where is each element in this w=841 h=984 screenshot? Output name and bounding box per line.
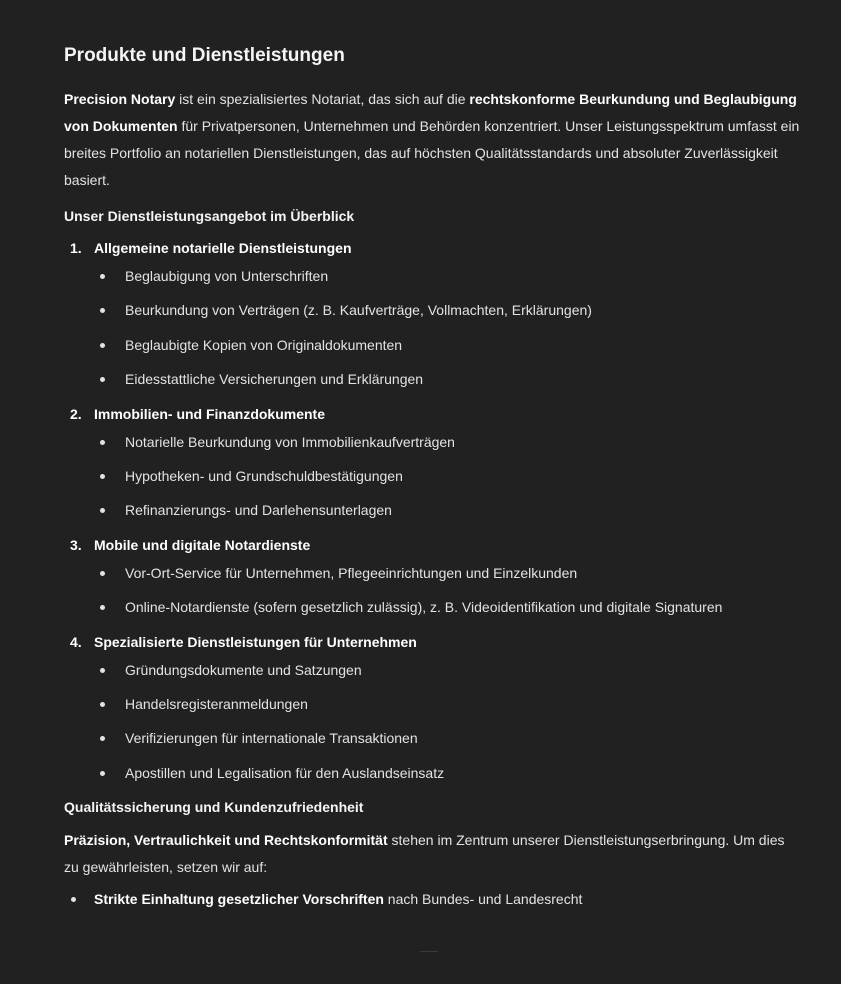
page-title: Produkte und Dienstleistungen	[64, 45, 345, 66]
quality-bullet-emphasis: Strikte Einhaltung gesetzlicher Vorschriften	[94, 891, 384, 908]
list-item-text: Apostillen und Legalisation für den Auslandseinsatz	[125, 764, 445, 781]
bullet-icon	[100, 571, 105, 576]
quality-bullet-text: nach Bundes- und Landesrecht	[383, 891, 583, 908]
section-title-text: Allgemeine notarielle Dienstleistungen	[94, 240, 352, 256]
list-item-text: Online-Notardienste (sofern gesetzlich zulässig), z. B. Videoidentifikation und digitale Signaturen	[125, 599, 723, 616]
quality-heading: Qualitätssicherung und Kundenzufriedenheit	[64, 799, 364, 816]
list-item	[64, 432, 801, 452]
list-item	[64, 500, 801, 520]
quality-paragraph	[64, 827, 801, 881]
list-item	[64, 694, 801, 714]
list-item-text: Refinanzierungs- und Darlehensunterlagen	[125, 502, 392, 519]
section-title	[64, 404, 801, 424]
bullet-icon	[100, 736, 105, 741]
list-item	[64, 466, 801, 486]
quality-list	[64, 889, 801, 909]
list-item	[64, 300, 801, 320]
list-item-text: Beurkundung von Verträgen (z. B. Kaufverträge, Vollmachten, Erklärungen)	[125, 302, 592, 319]
list-item-text: Eidesstattliche Versicherungen und Erklärungen	[125, 371, 424, 388]
bullet-icon	[100, 308, 105, 313]
bullet-icon	[100, 377, 105, 382]
list-item	[64, 763, 801, 783]
service-section	[64, 535, 801, 617]
list-item	[64, 660, 801, 680]
list-item-text: Vor-Ort-Service für Unternehmen, Pflegeeinrichtungen und Einzelkunden	[125, 564, 578, 581]
list-item	[64, 266, 801, 286]
list-item	[64, 563, 801, 583]
bullet-icon	[100, 343, 105, 348]
bullet-icon	[100, 668, 105, 673]
section-items	[64, 660, 801, 783]
bullet-icon	[100, 771, 105, 776]
list-item-text: Verifizierungen für internationale Transaktionen	[125, 730, 418, 747]
section-items	[64, 266, 801, 389]
service-section	[64, 632, 801, 783]
section-items	[64, 432, 801, 521]
overview-heading: Unser Dienstleistungsangebot im Überblick	[64, 208, 355, 224]
brand-name: Precision Notary	[64, 91, 176, 107]
list-item-text: Beglaubigte Kopien von Originaldokumenten	[125, 336, 403, 353]
intro-paragraph	[64, 86, 801, 194]
list-item	[64, 335, 801, 355]
section-title-text: Spezialisierte Dienstleistungen für Unternehmen	[94, 633, 417, 650]
bullet-icon	[100, 274, 105, 279]
section-title	[64, 535, 801, 555]
list-item-text: Hypotheken- und Grundschuldbestätigungen	[125, 467, 403, 484]
bullet-icon	[100, 508, 105, 513]
bullet-icon	[100, 605, 105, 610]
section-number: 2.	[70, 405, 82, 422]
intro-text-1: ist ein spezialisiertes Notariat, das sich auf die	[175, 91, 470, 107]
intro-emphasis: rechtskonforme Beurkundung und Beglaubigung von Dokumenten	[64, 91, 797, 134]
service-section	[64, 238, 801, 389]
scroll-fade-divider	[420, 951, 438, 952]
section-title	[64, 238, 801, 258]
list-item	[64, 889, 801, 909]
list-item-text: Gründungsdokumente und Satzungen	[125, 661, 362, 678]
section-number: 1.	[70, 240, 82, 256]
list-item-text: Handelsregisteranmeldungen	[125, 695, 308, 712]
list-item-text: Beglaubigung von Unterschriften	[125, 268, 329, 284]
bullet-icon	[100, 702, 105, 707]
section-items	[64, 563, 801, 617]
intro-text-2: für Privatpersonen, Unternehmen und Behörden konzentriert. Unser Leistungsspektrum umfasst ein breites Portfolio an notariellen Dienstleistungen, das auf höchsten Qualitätsstandards und absoluter Zuverlässigkeit basiert.	[64, 118, 800, 188]
section-number: 3.	[70, 536, 82, 553]
services-list	[64, 238, 801, 783]
section-title-text: Immobilien- und Finanzdokumente	[94, 405, 325, 422]
list-item	[64, 597, 801, 617]
section-number: 4.	[70, 633, 82, 650]
quality-text: stehen im Zentrum unserer Dienstleistungserbringung. Um dies zu gewährleisten, setzen wir auf:	[64, 832, 785, 876]
list-item	[64, 728, 801, 748]
bullet-icon	[100, 440, 105, 445]
bullet-icon	[100, 474, 105, 479]
bullet-icon	[71, 897, 76, 902]
list-item	[64, 369, 801, 389]
service-section	[64, 404, 801, 521]
section-title-text: Mobile und digitale Notardienste	[94, 536, 311, 553]
quality-emphasis: Präzision, Vertraulichkeit und Rechtskonformität	[64, 832, 388, 849]
section-title	[64, 632, 801, 652]
list-item-text: Notarielle Beurkundung von Immobilienkaufverträgen	[125, 433, 455, 450]
